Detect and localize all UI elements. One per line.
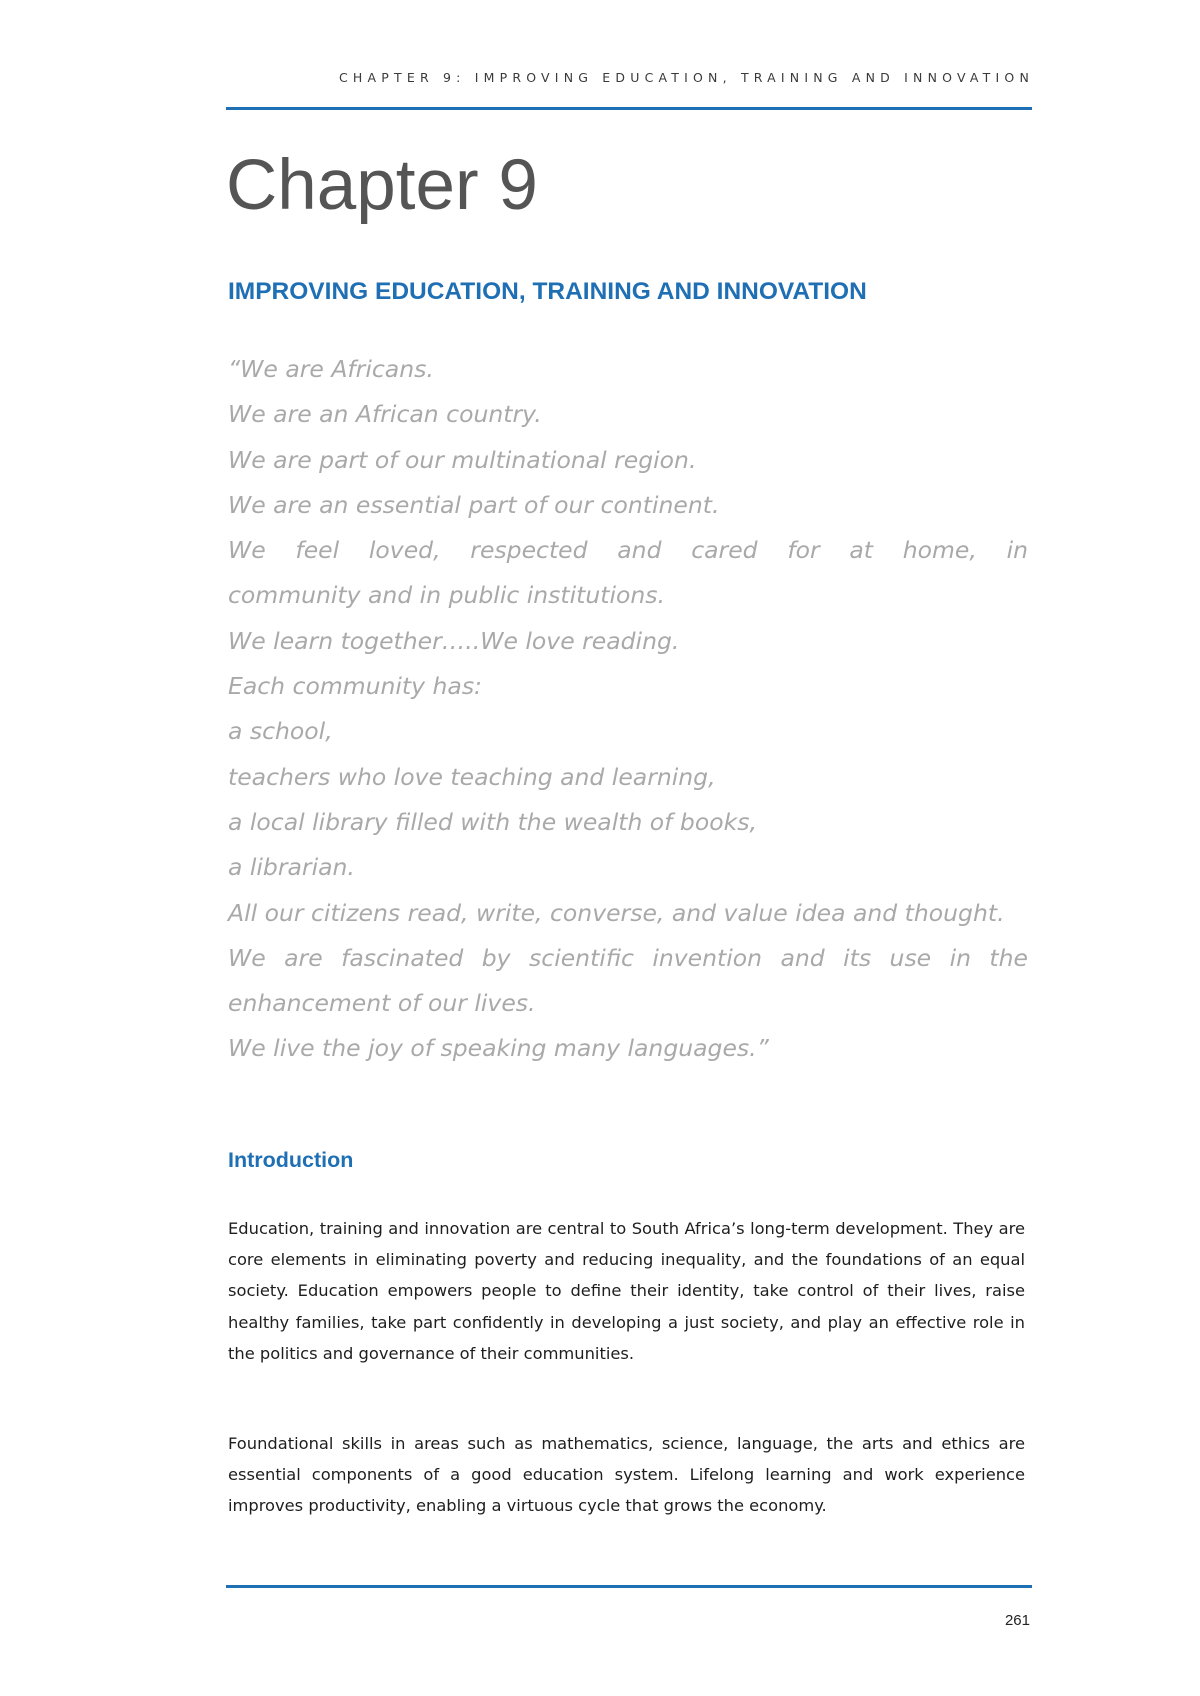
quote-line: We feel loved, respected and cared for at home, in	[228, 536, 1028, 565]
quote-line: Each community has:	[228, 672, 482, 701]
quote-line: community and in public institutions.	[228, 581, 665, 610]
introduction-paragraph: Education, training and innovation are central to South Africa’s long-term development. They are core elements in eliminating poverty and reducing inequality, and the foundations of an equal society. Education empowers people to define their identity, take control of their lives, raise healthy families, take part confidently in developing a just society, and play an effective role in the politics and governance of their communities.	[228, 1219, 1025, 1363]
footer-rule	[226, 1585, 1032, 1588]
quote-line: We learn together…..We love reading.	[228, 626, 680, 655]
quote-line: We are fascinated by scientific invention and its use in the enhancement of our lives.	[228, 943, 1028, 1018]
quote-line: We are an essential part of our continent.	[228, 490, 720, 519]
header-rule	[226, 107, 1032, 110]
chapter-title: Chapter 9	[226, 146, 538, 225]
quote-line: a school,	[228, 717, 333, 746]
page-number: 261	[1004, 1612, 1030, 1629]
quote-line: teachers who love teaching and learning,	[228, 762, 716, 791]
quote-line: We live the joy of speaking many languages.”	[228, 1034, 769, 1063]
quote-line: “We are Africans.	[228, 355, 434, 383]
running-header: CHAPTER 9: IMPROVING EDUCATION, TRAINING AND INNOVATION	[339, 70, 1034, 85]
quote-line: We are part of our multinational region.	[228, 445, 697, 474]
epigraph-quote	[228, 347, 1028, 1072]
quote-line: All our citizens read, write, converse, and value idea and thought.	[228, 898, 1005, 927]
chapter-subtitle: IMPROVING EDUCATION, TRAINING AND INNOVATION	[228, 278, 867, 305]
introduction-heading: Introduction	[228, 1148, 354, 1172]
quote-line: We are an African country.	[228, 400, 542, 429]
quote-line: a local library filled with the wealth of books,	[228, 807, 757, 836]
introduction-paragraph: Foundational skills in areas such as mathematics, science, language, the arts and ethics are essential components of a good education system. Lifelong learning and work experience improves productivity, enabling a virtuous cycle that grows the economy.	[228, 1434, 1025, 1516]
quote-line: a librarian.	[228, 853, 355, 882]
